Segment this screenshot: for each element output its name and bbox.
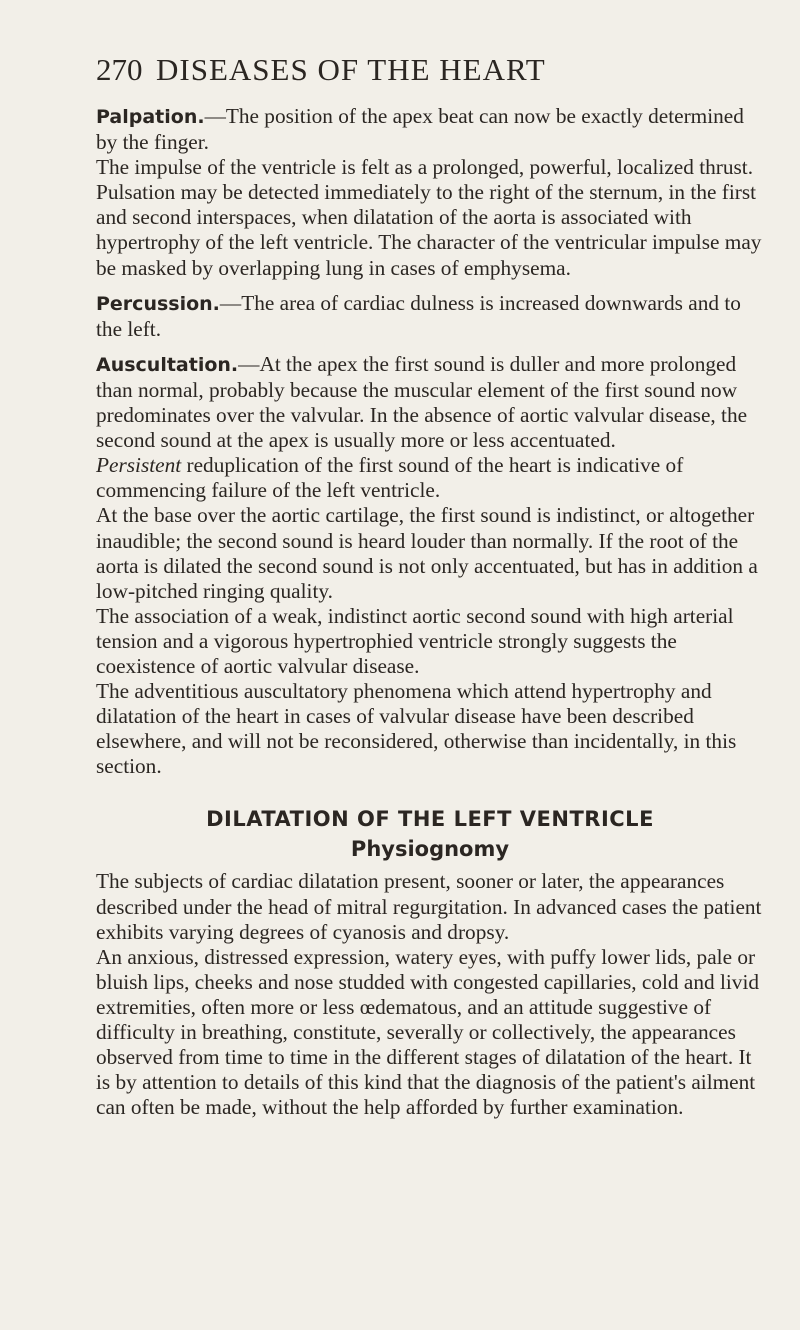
palpation-paragraph [96,104,764,155]
paragraph: An anxious, distressed expression, watery eyes, with puffy lower lids, pale or bluish lips, cheeks and nose studded with congested capillaries, cold and livid extremities, often more or less œdematous, and an attitude suggestive of difficulty in breathing, constitute, severally or collectively, the appearances observed from time to time in the different stages of dilatation of the heart. It is by attention to details of this kind that the diagnosis of the patient's ailment can often be made, without the help afforded by further examination. [96,944,760,1120]
section-heading: DILATATION OF THE LEFT VENTRICLE [206,807,654,832]
paragraph: Pulsation may be detected immediately to the right of the sternum, in the first and second interspaces, when dilatation of the aorta is associated with hypertrophy of the left ventricle. The character of the ventricular impulse may be masked by overlapping lung in cases of emphysema. [96,180,762,280]
page-number: 270 [96,52,143,87]
palpation-text: —The position of the apex beat can now be exactly determined by the finger. [96,104,744,155]
auscultation-heading: Auscultation. [96,353,239,376]
palpation-heading: Palpation. [96,106,205,128]
paragraph: The impulse of the ventricle is felt as a prolonged, powerful, localized thrust. [96,155,754,180]
paragraph: The subjects of cardiac dilatation present, sooner or later, the appearances described under the head of mitral regurgitation. In advanced cases the patient exhibits varying degrees of cyanosis and dropsy. [96,869,762,944]
paragraph: The association of a weak, indistinct aortic second sound with high arterial tension and a vigorous hypertrophied ventricle strongly suggests the coexistence of aortic valvular disease. [96,603,734,678]
emphasis-text: Persistent [96,453,182,478]
percussion-heading: Percussion. [96,292,220,315]
paragraph: At the base over the aortic cartilage, the first sound is indistinct, or altogether inaudible; the second sound is heard louder than normally. If the root of the aorta is dilated the second sound is not only accentuated, but has in addition a low-pitched ringing quality. [96,503,758,603]
subheading: Physiognomy [350,837,510,862]
running-head [96,52,764,92]
auscultation-text: —At the apex the first sound is duller and more prolonged than normal, probably because the muscular element of the first sound now predominates over the valvular. In the absence of aortic valvular disease, the second sound at the apex is usually more or less accentuated. [96,351,748,453]
running-title: DISEASES OF THE HEART [156,52,546,87]
paragraph-text: reduplication of the first sound of the heart is indicative of commencing failure of the left ventricle. [96,453,684,503]
auscultation-paragraph [96,352,764,453]
paragraph [96,453,764,503]
percussion-paragraph [96,291,764,342]
percussion-text: —The area of cardiac dulness is increased downwards and to the left. [96,290,741,341]
page-body [96,104,764,1120]
paragraph: The adventitious auscultatory phenomena which attend hypertrophy and dilatation of the heart in cases of valvular disease have been described elsewhere, and will not be reconsidered, otherwise than incidentally, in this section. [96,679,737,779]
